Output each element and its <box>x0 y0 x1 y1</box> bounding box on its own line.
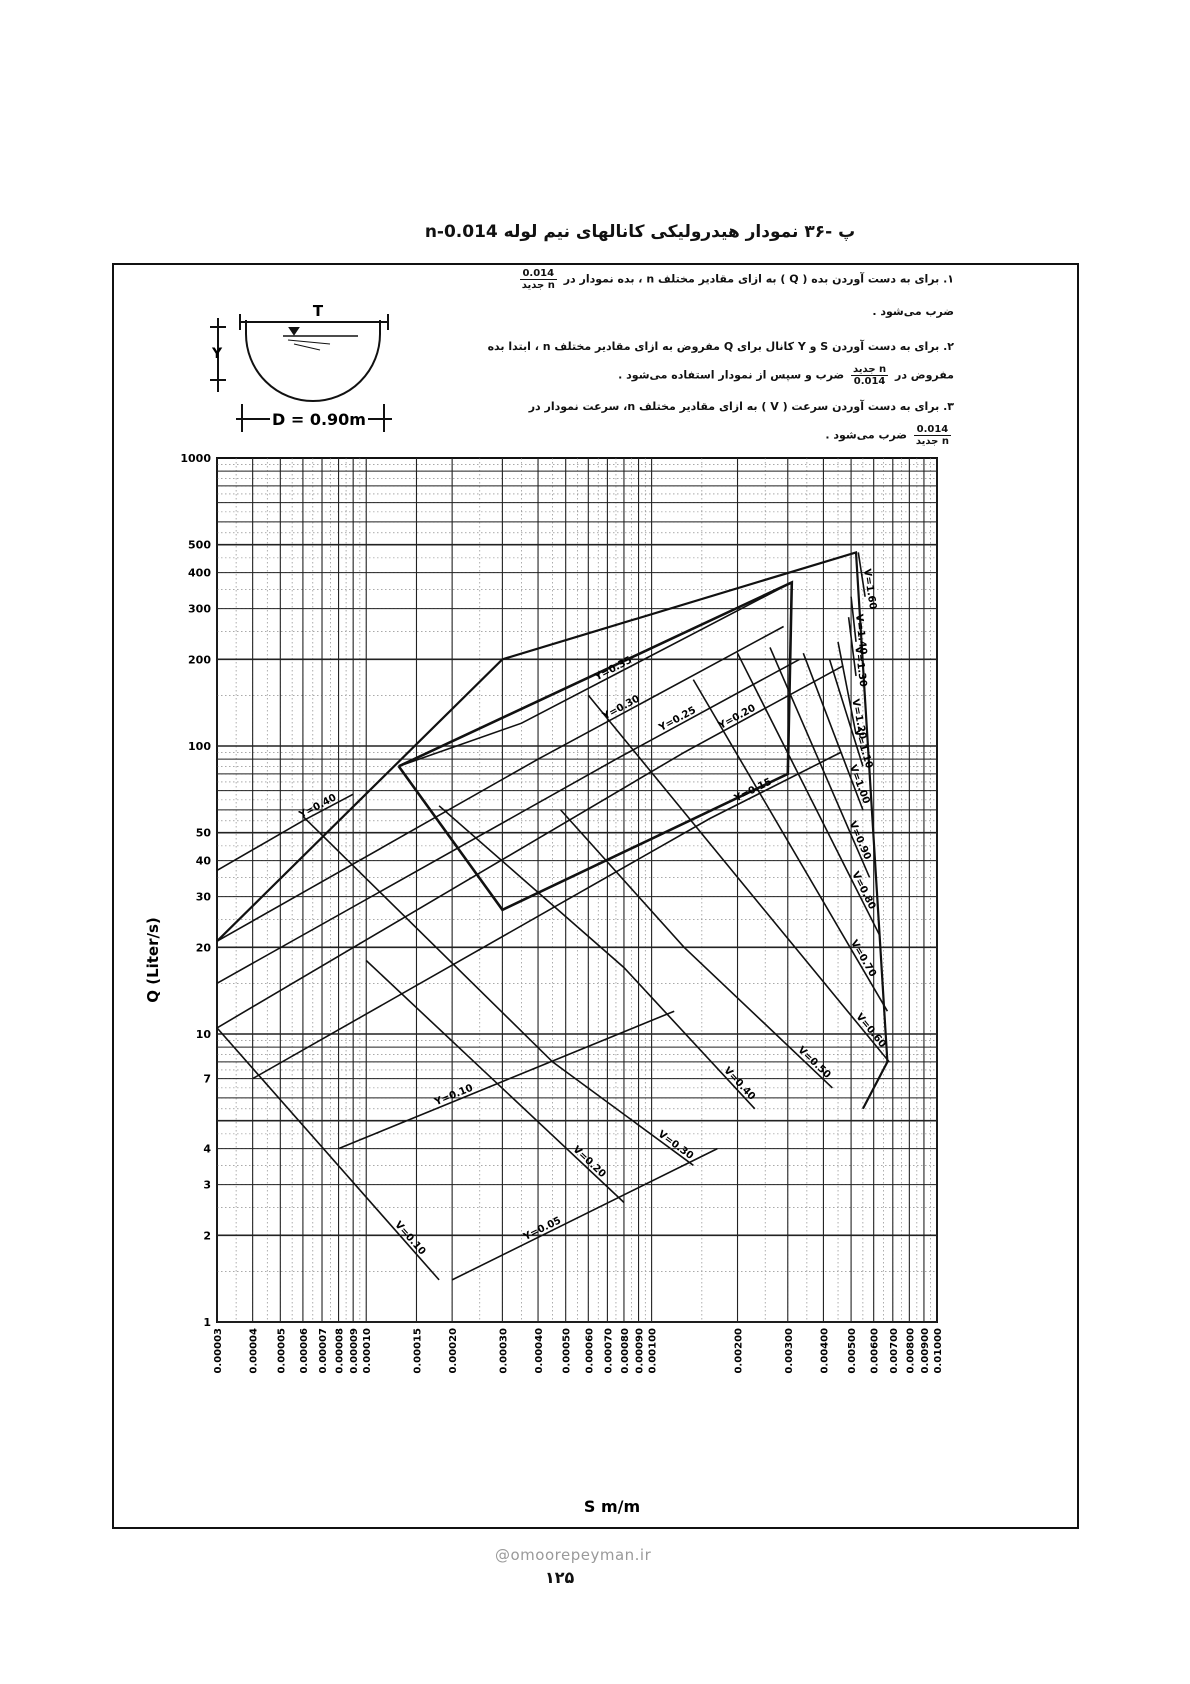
y-tick-label: 200 <box>188 653 211 667</box>
fraction-numerator: 0.014 <box>520 268 557 280</box>
x-tick-label: 0.00100 <box>647 1327 659 1374</box>
y-tick-label: 10 <box>195 1028 211 1041</box>
velocity-line-label: V=0.80 <box>849 869 878 912</box>
x-tick-label: 0.00400 <box>819 1327 831 1374</box>
velocity-line-label: V=1.40 <box>852 613 869 656</box>
velocity-line <box>588 695 889 1062</box>
y-tick-label: 400 <box>188 566 211 580</box>
x-tick-label: 0.00020 <box>448 1327 460 1374</box>
depth-line-label: Y=0.40 <box>297 792 339 821</box>
fraction-denominator: n جدید <box>521 280 555 291</box>
depth-line-label: Y=0.15 <box>732 776 774 805</box>
x-tick-label: 0.00050 <box>561 1327 573 1374</box>
y-tick-label: 300 <box>188 602 211 616</box>
velocity-line-label: V=0.40 <box>721 1065 758 1103</box>
depth-line-label: Y=0.35 <box>593 654 634 684</box>
depth-line <box>452 1149 717 1280</box>
x-tick-label: 0.00070 <box>603 1327 615 1374</box>
y-tick-label: 30 <box>195 890 211 904</box>
note-2-text-b: ضرب و سپس از نمودار استفاده می‌شود . <box>618 368 845 382</box>
x-tick-label: 0.01000 <box>933 1328 944 1374</box>
label-Y: Y <box>212 346 223 362</box>
plot-area <box>217 458 937 1322</box>
x-tick-label: 0.00040 <box>534 1327 545 1374</box>
depth-line-label: Y=0.10 <box>433 1082 475 1109</box>
y-tick-label: 500 <box>188 538 211 552</box>
note-1-text: ۱. برای به دست آوردن بده ( Q ) به ازای مقادیر مختلف n ، بده نمودار در <box>563 272 954 286</box>
chart-labels <box>297 568 888 1257</box>
velocity-line-label: V=1.60 <box>860 568 879 611</box>
x-tick-label: 0.00800 <box>905 1327 917 1374</box>
depth-line-label: Y=0.30 <box>601 693 642 723</box>
x-tick-label: 0.00090 <box>634 1328 646 1374</box>
x-tick-label: 0.00200 <box>733 1327 745 1374</box>
velocity-line-label: V=0.30 <box>655 1128 696 1162</box>
velocity-line-label: V=0.50 <box>795 1044 833 1081</box>
y-tick-label: 1 <box>203 1316 211 1329</box>
fraction-denominator: n جدید <box>915 436 949 447</box>
x-tick-label: 0.00700 <box>888 1328 900 1374</box>
x-tick-label: 0.00005 <box>276 1327 288 1374</box>
x-tick-label: 0.00600 <box>869 1328 881 1374</box>
velocity-line <box>770 647 873 877</box>
note-3-text-b: ضرب می‌شود . <box>825 428 908 442</box>
y-tick-label: 100 <box>188 740 211 753</box>
x-tick-label: 0.00008 <box>334 1328 346 1374</box>
chart-curves <box>217 552 889 1280</box>
label-D: D = 0.90m <box>272 410 366 429</box>
velocity-line-label: V=1.10 <box>851 727 875 770</box>
y-tick-label: 7 <box>203 1072 211 1086</box>
label-T: T <box>312 302 324 320</box>
y-tick-label: 3 <box>203 1178 211 1192</box>
x-tick-label: 0.00300 <box>783 1328 795 1374</box>
watermark-site: @omoorepeyman.ir <box>495 1546 652 1564</box>
page-number: ۱۲۵ <box>545 1568 575 1587</box>
x-tick-label: 0.00030 <box>498 1328 510 1374</box>
depth-line-label: Y=0.05 <box>522 1215 564 1243</box>
velocity-line <box>303 816 696 1165</box>
velocity-line-label: V=0.60 <box>853 1011 888 1051</box>
depth-line-label: Y=0.20 <box>716 702 758 732</box>
y-tick-label: 40 <box>195 854 211 868</box>
y-tick-label: 2 <box>203 1229 211 1243</box>
x-axis-label: S m/m <box>583 1497 641 1516</box>
x-tick-label: 0.00004 <box>248 1328 260 1374</box>
x-tick-label: 0.00060 <box>584 1328 596 1374</box>
depth-line <box>217 659 800 983</box>
page-title: پ -۳۶ نمودار هیدرولیکی کانالهای نیم لوله n-0.014 <box>424 222 856 242</box>
x-tick-label: 0.00080 <box>620 1328 631 1374</box>
x-tick-label: 0.00010 <box>362 1327 374 1374</box>
chart-grid <box>217 458 937 1322</box>
x-tick-label: 0.00009 <box>349 1328 361 1374</box>
y-axis-label: Q (Liter/s) <box>144 917 162 1003</box>
velocity-line-label: V=0.10 <box>392 1219 428 1258</box>
depth-line <box>217 627 784 942</box>
x-tick-label: 0.00006 <box>298 1327 310 1374</box>
y-tick-label: 4 <box>203 1142 211 1156</box>
depth-line-label: Y=0.25 <box>657 704 698 734</box>
note-3: ۳. برای به دست آوردن سرعت ( V ) به ازای مقادیر مختلف n، سرعت نمودار در <box>528 400 954 413</box>
x-tick-label: 0.00007 <box>318 1327 329 1374</box>
x-tick-label: 0.00003 <box>213 1328 224 1374</box>
depth-line <box>217 666 843 1028</box>
note-1-continuation: ضرب می‌شود . <box>872 305 954 318</box>
velocity-line-label: V=0.20 <box>570 1144 608 1181</box>
x-tick-label: 0.00900 <box>919 1327 931 1374</box>
y-tick-label: 50 <box>195 826 211 840</box>
velocity-line-label: V=1.20 <box>849 698 868 741</box>
note-2: ۲. برای به دست آوردن S و Y کانال برای Q مفروض به ازای مقادیر مختلف n ، ابتدا بده <box>487 340 954 353</box>
velocity-line-label: V=1.00 <box>846 763 872 806</box>
fraction-denominator: 0.014 <box>853 376 886 387</box>
fraction-numerator: 0.014 <box>914 424 951 436</box>
x-tick-label: 0.00015 <box>412 1328 424 1374</box>
note-2-pre: مفروض در <box>894 368 954 382</box>
velocity-line-label: V=0.90 <box>846 819 873 862</box>
y-tick-label: 1000 <box>180 452 211 465</box>
fraction-numerator: n جدید <box>853 364 887 375</box>
y-tick-label: 20 <box>195 941 211 955</box>
x-tick-label: 0.00500 <box>847 1328 859 1374</box>
velocity-line-label: V=1.30 <box>852 645 869 688</box>
velocity-line-label: V=0.70 <box>848 938 879 980</box>
